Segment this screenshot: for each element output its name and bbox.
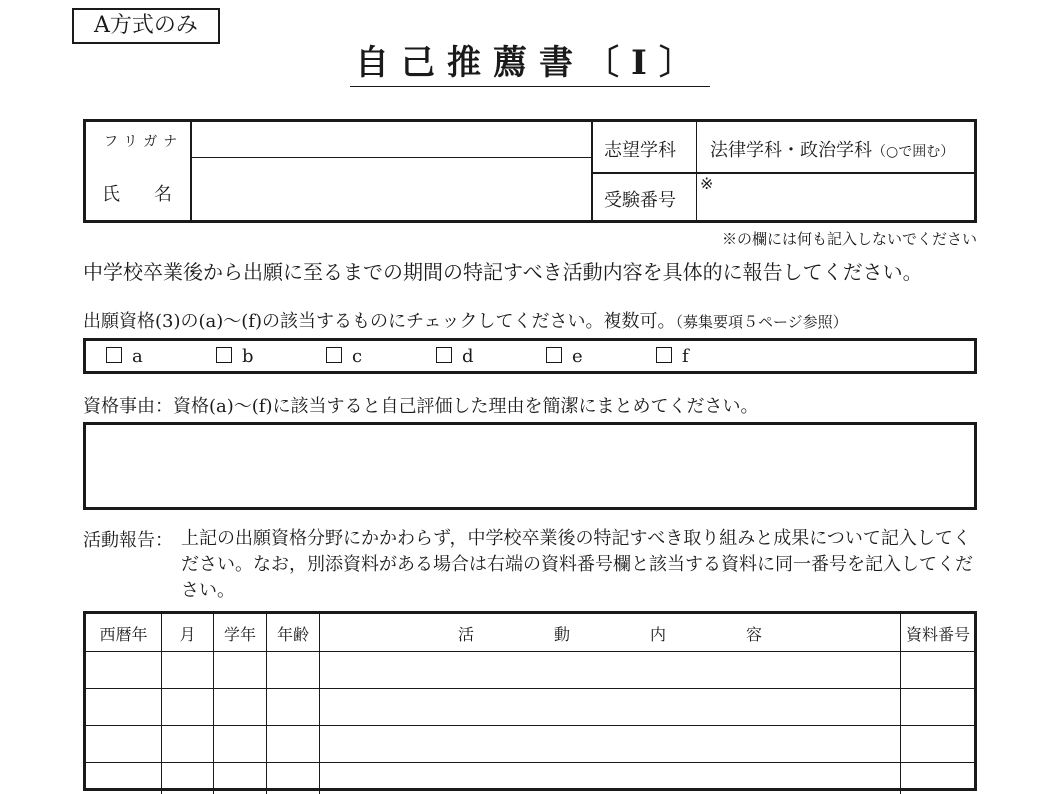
furigana-field[interactable] — [192, 122, 590, 156]
activity-instruction: 上記の出願資格分野にかかわらず，中学校卒業後の特記すべき取り組みと成果について記入してください。なお，別添資料がある場合は右端の資料番号欄と該当する資料に同一番号を記入してください。 — [181, 528, 973, 601]
checkbox-e[interactable] — [546, 345, 583, 369]
column-header-activity: 活 動 内 容 — [457, 625, 762, 644]
checkbox-label: e — [572, 346, 583, 367]
checkbox-square-icon — [656, 347, 672, 363]
dept-label: 志望学科 — [604, 140, 676, 161]
applicant-info-table — [83, 119, 977, 223]
qualification-prompt — [83, 307, 848, 333]
checkbox-label: b — [242, 346, 254, 367]
checkbox-f[interactable] — [656, 345, 689, 369]
dept-value: 法律学科・政治学科 — [710, 140, 872, 161]
main-instruction: 中学校卒業後から出願に至るまでの期間の特記すべき活動内容を具体的に報告してください。 — [83, 260, 923, 284]
checkbox-label: c — [352, 346, 363, 367]
furigana-label: フリガナ — [104, 134, 184, 150]
name-field[interactable] — [192, 159, 590, 219]
table-row[interactable] — [86, 763, 974, 791]
name-label: 氏 名 — [102, 184, 180, 205]
checkbox-label: a — [132, 346, 143, 367]
qualification-checkboxes — [83, 338, 977, 374]
checkbox-b[interactable] — [216, 345, 254, 369]
table-row[interactable] — [86, 726, 974, 762]
checkbox-square-icon — [436, 347, 452, 363]
qualification-prompt-text: 出願資格(3)の(a)～(f)の該当するものにチェックしてください。複数可。 — [83, 311, 676, 332]
table-row[interactable] — [86, 689, 974, 725]
column-header-doc-number: 資料番号 — [905, 625, 970, 644]
checkbox-d[interactable] — [436, 345, 474, 369]
checkbox-label: f — [682, 346, 689, 367]
checkbox-a[interactable] — [106, 345, 143, 369]
reason-label: 資格事由：資格(a)～(f)に該当すると自己評価した理由を簡潔にまとめてください。 — [83, 396, 759, 417]
checkbox-square-icon — [326, 347, 342, 363]
dept-options[interactable] — [710, 136, 954, 162]
reason-textarea[interactable] — [83, 422, 977, 510]
exam-number-mark: ※ — [700, 174, 714, 193]
checkbox-c[interactable] — [326, 345, 362, 369]
page-title: 自己推薦書〔I〕 — [350, 40, 710, 87]
method-tag: A方式のみ — [72, 8, 220, 44]
qualification-hint: （募集要項５ページ参照） — [675, 313, 848, 331]
checkbox-square-icon — [216, 347, 232, 363]
dept-hint: （○で囲む） — [872, 144, 955, 160]
checkbox-square-icon — [106, 347, 122, 363]
office-use-note: ※の欄には何も記入しないでください — [721, 230, 977, 248]
column-header-year: 西暦年 — [99, 625, 148, 644]
checkbox-square-icon — [546, 347, 562, 363]
column-header-month: 月 — [179, 625, 196, 644]
exam-number-label: 受験番号 — [604, 190, 676, 211]
table-row[interactable] — [86, 652, 974, 688]
checkbox-label: d — [462, 346, 474, 367]
activity-label: 活動報告： — [83, 530, 173, 551]
column-header-grade: 学年 — [223, 625, 256, 644]
activity-table — [83, 611, 977, 791]
column-header-age: 年齢 — [276, 625, 309, 644]
